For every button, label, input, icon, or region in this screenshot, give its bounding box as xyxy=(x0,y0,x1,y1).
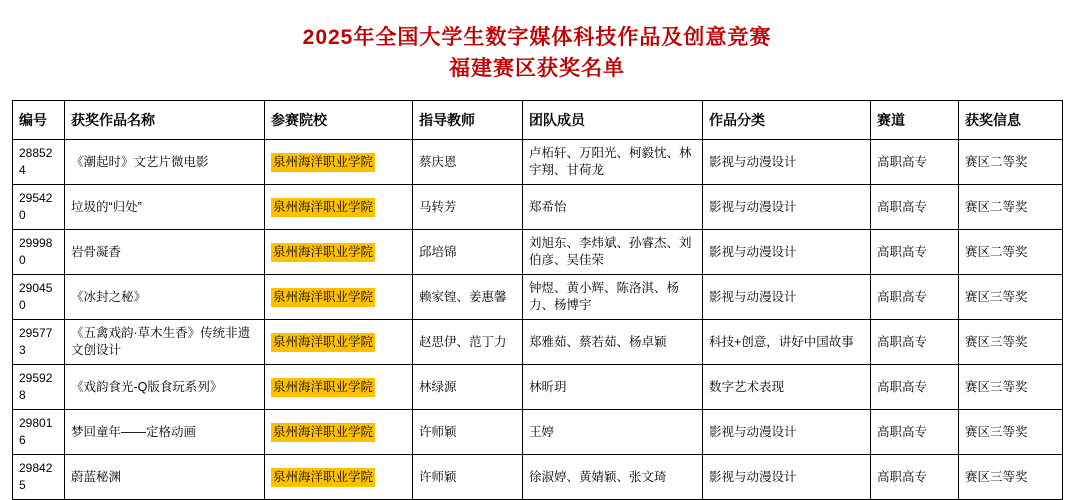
table-row xyxy=(13,230,1063,275)
title-line-2: 福建赛区获奖名单 xyxy=(449,57,625,80)
school-highlight: 泉州海洋职业学院 xyxy=(271,153,375,172)
cell-members: 钟煜、黄小辉、陈洛淇、杨力、杨博宇 xyxy=(523,275,703,320)
cell-name: 蔚蓝秘渊 xyxy=(65,455,265,500)
cell-school xyxy=(265,140,413,185)
cell-award: 赛区三等奖 xyxy=(959,320,1063,365)
cell-award: 赛区三等奖 xyxy=(959,455,1063,500)
cell-code: 295773 xyxy=(13,320,65,365)
cell-award: 赛区二等奖 xyxy=(959,230,1063,275)
cell-track: 高职高专 xyxy=(871,230,959,275)
table-row xyxy=(13,365,1063,410)
cell-award: 赛区三等奖 xyxy=(959,275,1063,320)
cell-track: 高职高专 xyxy=(871,455,959,500)
cell-category: 科技+创意，讲好中国故事 xyxy=(703,320,871,365)
cell-members: 郑雅茹、蔡若茹、杨卓颖 xyxy=(523,320,703,365)
cell-code: 298016 xyxy=(13,410,65,455)
school-highlight: 泉州海洋职业学院 xyxy=(271,288,375,307)
cell-code: 295420 xyxy=(13,185,65,230)
table-header xyxy=(13,101,1063,140)
title-line-1: 2025年全国大学生数字媒体科技作品及创意竞赛 xyxy=(302,26,772,49)
cell-school xyxy=(265,365,413,410)
cell-members: 刘旭东、李炜斌、孙睿杰、刘伯彦、吴佳荣 xyxy=(523,230,703,275)
cell-name: 《潮起时》文艺片微电影 xyxy=(65,140,265,185)
cell-teacher: 赖家锽、姜惠馨 xyxy=(413,275,523,320)
table-body xyxy=(13,140,1063,500)
cell-category: 影视与动漫设计 xyxy=(703,185,871,230)
school-highlight: 泉州海洋职业学院 xyxy=(271,243,375,262)
table-row xyxy=(13,275,1063,320)
column-header-members: 团队成员 xyxy=(523,101,703,140)
table-header-row xyxy=(13,101,1063,140)
column-header-award: 获奖信息 xyxy=(959,101,1063,140)
cell-school xyxy=(265,410,413,455)
school-highlight: 泉州海洋职业学院 xyxy=(271,198,375,217)
cell-school xyxy=(265,275,413,320)
cell-name: 《五禽戏韵·草木生香》传统非遗文创设计 xyxy=(65,320,265,365)
document-title xyxy=(0,0,1074,84)
cell-school xyxy=(265,320,413,365)
cell-track: 高职高专 xyxy=(871,410,959,455)
cell-code: 298425 xyxy=(13,455,65,500)
column-header-category: 作品分类 xyxy=(703,101,871,140)
cell-award: 赛区三等奖 xyxy=(959,365,1063,410)
cell-track: 高职高专 xyxy=(871,365,959,410)
column-header-track: 赛道 xyxy=(871,101,959,140)
cell-category: 影视与动漫设计 xyxy=(703,455,871,500)
cell-name: 岩骨凝香 xyxy=(65,230,265,275)
table-row xyxy=(13,320,1063,365)
cell-teacher: 林绿源 xyxy=(413,365,523,410)
cell-category: 影视与动漫设计 xyxy=(703,410,871,455)
cell-members: 徐淑婷、黄婧颖、张文琦 xyxy=(523,455,703,500)
cell-members: 林昕玥 xyxy=(523,365,703,410)
cell-teacher: 赵思伊、范丁力 xyxy=(413,320,523,365)
cell-teacher: 蔡庆恩 xyxy=(413,140,523,185)
cell-category: 影视与动漫设计 xyxy=(703,140,871,185)
cell-members: 郑希怡 xyxy=(523,185,703,230)
cell-track: 高职高专 xyxy=(871,275,959,320)
cell-teacher: 马转芳 xyxy=(413,185,523,230)
cell-name: 《冰封之秘》 xyxy=(65,275,265,320)
cell-members: 卢柘轩、万阳光、柯毅忱、林宇翔、甘荷龙 xyxy=(523,140,703,185)
cell-award: 赛区二等奖 xyxy=(959,140,1063,185)
table-row xyxy=(13,455,1063,500)
cell-code: 288524 xyxy=(13,140,65,185)
table-row xyxy=(13,140,1063,185)
award-table-wrapper xyxy=(12,100,1062,500)
cell-category: 影视与动漫设计 xyxy=(703,230,871,275)
cell-track: 高职高专 xyxy=(871,185,959,230)
table-row xyxy=(13,410,1063,455)
cell-school xyxy=(265,455,413,500)
school-highlight: 泉州海洋职业学院 xyxy=(271,378,375,397)
cell-category: 数字艺术表现 xyxy=(703,365,871,410)
column-header-school: 参赛院校 xyxy=(265,101,413,140)
cell-name: 梦回童年——定格动画 xyxy=(65,410,265,455)
cell-category: 影视与动漫设计 xyxy=(703,275,871,320)
cell-award: 赛区三等奖 xyxy=(959,410,1063,455)
cell-school xyxy=(265,185,413,230)
column-header-name: 获奖作品名称 xyxy=(65,101,265,140)
school-highlight: 泉州海洋职业学院 xyxy=(271,468,375,487)
cell-teacher: 许师颖 xyxy=(413,410,523,455)
cell-name: 《戏韵食光-Q版食玩系列》 xyxy=(65,365,265,410)
school-highlight: 泉州海洋职业学院 xyxy=(271,423,375,442)
award-table xyxy=(12,100,1063,500)
cell-teacher: 许师颖 xyxy=(413,455,523,500)
cell-name: 垃圾的“归处” xyxy=(65,185,265,230)
cell-code: 295928 xyxy=(13,365,65,410)
cell-members: 王婷 xyxy=(523,410,703,455)
cell-track: 高职高专 xyxy=(871,320,959,365)
cell-award: 赛区二等奖 xyxy=(959,185,1063,230)
cell-code: 290450 xyxy=(13,275,65,320)
cell-track: 高职高专 xyxy=(871,140,959,185)
table-row xyxy=(13,185,1063,230)
column-header-code: 编号 xyxy=(13,101,65,140)
cell-teacher: 邱培锦 xyxy=(413,230,523,275)
column-header-teacher: 指导教师 xyxy=(413,101,523,140)
school-highlight: 泉州海洋职业学院 xyxy=(271,333,375,352)
cell-school xyxy=(265,230,413,275)
cell-code: 299980 xyxy=(13,230,65,275)
